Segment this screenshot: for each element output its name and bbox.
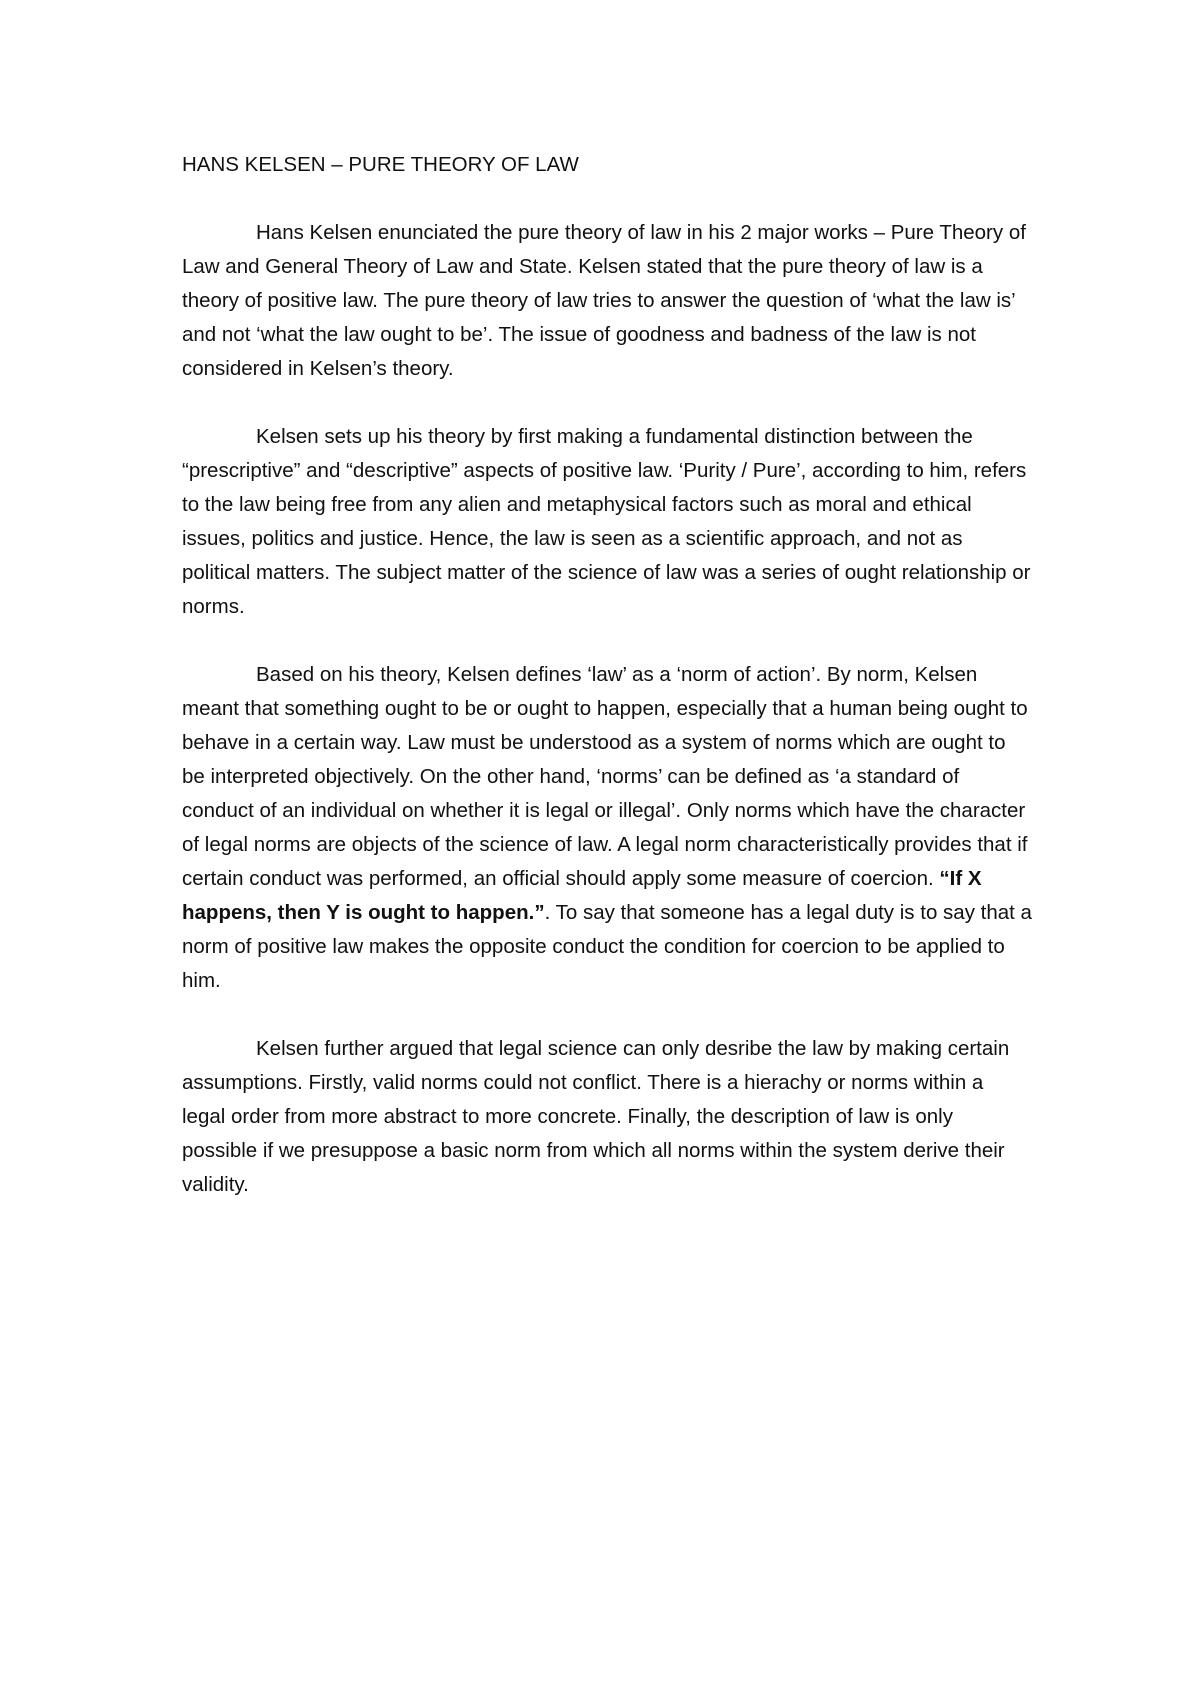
paragraph-1: Hans Kelsen enunciated the pure theory of law in his 2 major works – Pure Theory of Law and General Theory of Law and State. Kelsen stated that the pure theory of law is a theory of positive law. The pure theory of law tries to answer the question of ‘what the law is’ and not ‘what the law ought to be’. The issue of goodness and badness of the law is not considered in Kelsen’s theory.: [182, 221, 1026, 380]
paragraph-3-text-after: . To say that someone has a legal duty is to say that a norm of positive law makes the opposite conduct the condition for coercion to be applied to him.: [182, 901, 1032, 992]
paragraph-4: Kelsen further argued that legal science can only desribe the law by making certain assumptions. Firstly, valid norms could not conflict. There is a hierachy or norms within a legal order from more abstract to more concrete. Finally, the description of law is only possible if we presuppose a basic norm from which all norms within the system derive their validity.: [182, 1037, 1010, 1196]
paragraph-3: [182, 658, 1032, 998]
paragraph-2: Kelsen sets up his theory by first making a fundamental distinction between the “prescriptive” and “descriptive” aspects of positive law. ‘Purity / Pure’, according to him, refers to the law being free from any alien and metaphysical factors such as moral and ethical issues, politics and justice. Hence, the law is seen as a scientific approach, and not as political matters. The subject matter of the science of law was a series of ought relationship or norms.: [182, 425, 1031, 618]
paragraph-3-bold-quote: “If X happens, then Y is ought to happen.”: [182, 867, 982, 924]
document-body: [182, 148, 1032, 1236]
paragraph-3-text-before: Based on his theory, Kelsen defines ‘law’ as a ‘norm of action’. By norm, Kelsen meant that something ought to be or ought to happen, especially that a human being ought to behave in a certain way. Law must be understood as a system of norms which are ought to be interpreted objectively. On the other hand, ‘norms’ can be defined as ‘a standard of conduct of an individual on whether it is legal or illegal’. Only norms which have the character of legal norms are objects of the science of law. A legal norm characteristically provides that if certain conduct was performed, an official should apply some measure of coercion.: [182, 663, 1028, 890]
document-title: HANS KELSEN – PURE THEORY OF LAW: [182, 153, 579, 176]
